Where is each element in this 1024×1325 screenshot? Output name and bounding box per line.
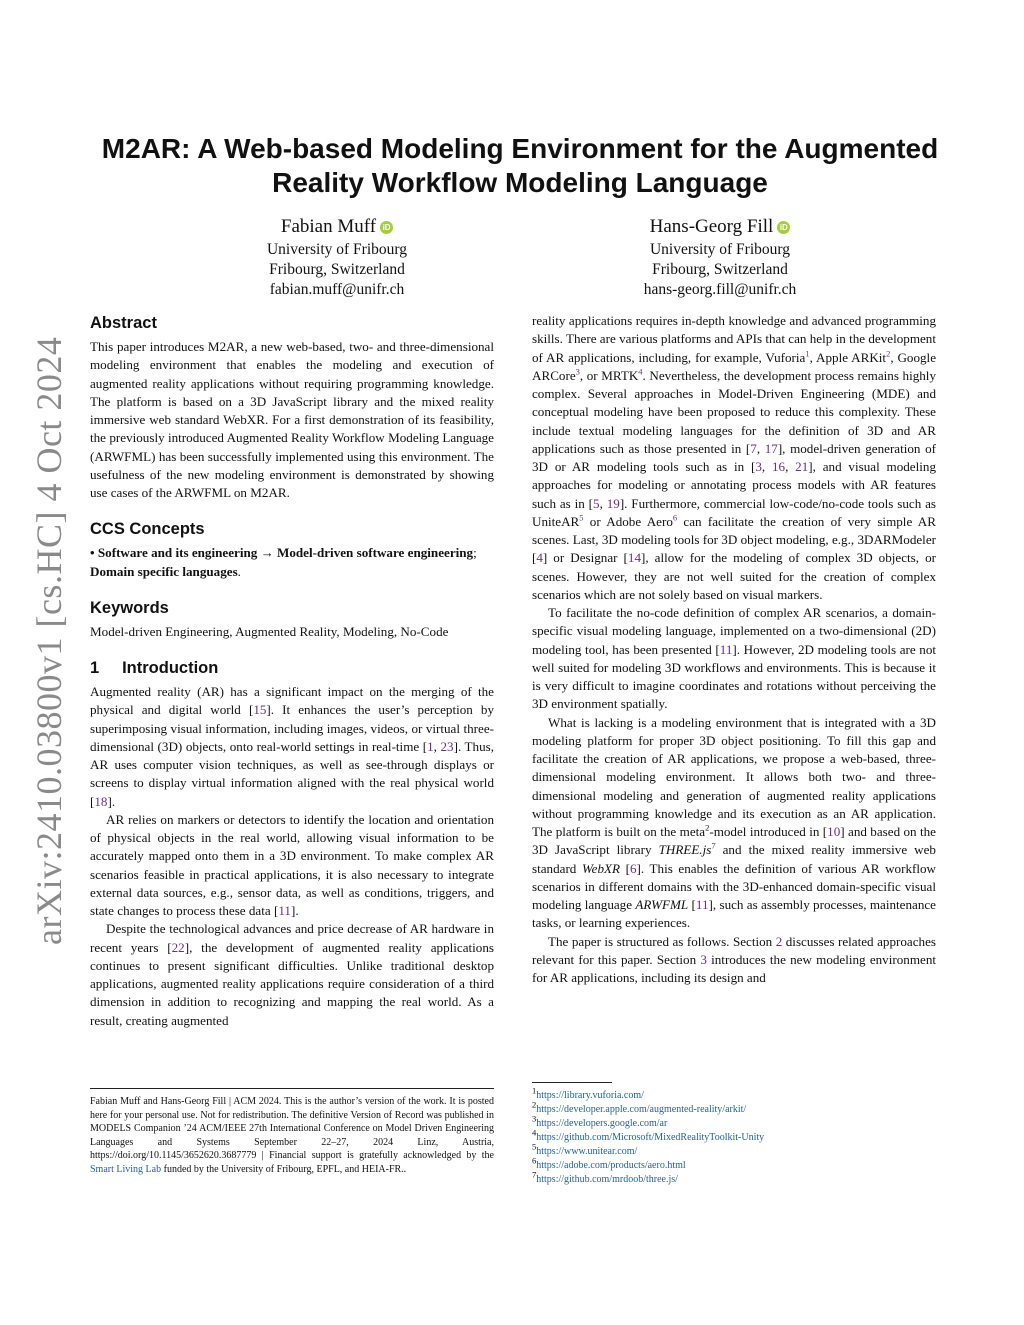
citation-link[interactable]: 3 (755, 459, 762, 474)
citation-link[interactable]: 18 (94, 793, 108, 809)
citation-link[interactable]: 23 (440, 738, 454, 754)
citation-link[interactable]: 11 (719, 641, 733, 657)
citation-link[interactable]: 10 (827, 824, 841, 839)
author-email: fabian.muff@unifr.ch (269, 281, 405, 298)
footnote-item: $^5$https://www.unitear.com/ (532, 1141, 638, 1157)
citation-link[interactable]: 22 (171, 939, 185, 955)
author-name: Fabian Muff (280, 216, 377, 237)
orcid-icon[interactable]: iD (777, 221, 790, 234)
intro-paragraph-2: AR relies on markers or detectors to identify the location and orientation of physical objects in the real world, allowing visual information to be accurately mapped onto them in a 3D environment. To make complex AR scenarios feasible in practical applications, it is also necessary to integrate external data sources, e.g., sensor data, as well as conditions, triggers, and state changes to process these data [11]. (90, 811, 494, 918)
citation-link[interactable]: 4 (536, 550, 543, 566)
arxiv-identifier: arXiv:2410.03800v1 [cs.HC] 4 Oct 2024 (29, 336, 69, 945)
footnote-url-link[interactable]: https://github.com/Microsoft/MixedRealityToolkit-Unity (536, 1132, 765, 1143)
footnote-marker[interactable]: 4 (638, 366, 643, 377)
footnote-marker[interactable]: 2 (886, 348, 891, 359)
author-location: Fribourg, Switzerland (269, 261, 405, 278)
abstract-text: This paper introduces M2AR, a new web-based, two- and three-dimensional modeling environment that enables the modeling and execution of augmented reality applications without requiring programming knowledge. The platform is based on a 3D JavaScript library and the mixed reality immersive web standard WebXR. For a first demonstration of its feasibility, the previously introduced Augmented Reality Workflow Modeling Language (ARWFML) has been successfully implemented using this environment. The usefulness of the new modeling environment is demonstrated by showing use cases of the ARWFML on M2AR. (90, 339, 494, 500)
keywords-text: Model-driven Engineering, Augmented Reality, Modeling, No-Code (90, 623, 449, 639)
citation-link[interactable]: 11 (695, 897, 709, 912)
introduction-heading: 1 Introduction (90, 659, 219, 677)
citation-link[interactable]: 16 (771, 459, 786, 474)
url-footnotes (532, 1082, 936, 1187)
orcid-icon[interactable]: iD (380, 221, 393, 234)
right-paragraph-1: reality applications requires in-depth knowledge and advanced programming skills. There are various platforms and APIs that can help in the development of AR applications, including, for example, Vuforia$^1$, Apple ARKit$^2$, Google ARCore$^3$, or MRTK$^4$. Nevertheless, the development process remains highly complex. Several approaches in Model-Driven Engineering (MDE) and conceptual modeling have been proposed to reduce this complexity. These include textual modeling languages for the definition of 3D and AR applications such as those presented in [7, 17], model-driven generation of 3D or AR modeling tools such as in [3, 16, 21], and visual modeling approaches for modeling or annotating process models with AR features such as in [5, 19]. Furthermore, commercial low-code/no-code tools such as UniteAR$^5$ or Adobe Aero$^6$ can facilitate the creation of very simple AR scenes. Last, 3D modeling tools for 3D object modeling, e.g., 3DARModeler [4] or Designar [14], allow for the modeling of complex 3D objects, or scenes. However, they are not well suited for the creation of complex scenarios which are not solely based on visual markers. (532, 313, 937, 602)
author-affiliation: University of Fribourg (649, 241, 791, 258)
ccs-heading: CCS Concepts (90, 520, 205, 539)
footnote-marker[interactable]: 5 (579, 512, 584, 523)
footnote-marker[interactable]: 3 (575, 366, 580, 377)
citation-link[interactable]: 1 (427, 738, 434, 754)
footnote-item: $^6$https://adobe.com/products/aero.html (532, 1155, 686, 1171)
footnote-marker[interactable]: 7 (711, 840, 716, 851)
right-paragraph-2: To facilitate the no-code definition of complex AR scenarios, a domain-specific visual modeling language, implemented on a two-dimensional (2D) modeling tool, has been presented [11]. However, 2D modeling tools are not well suited for modeling 3D workflows and environments. This is because it is very difficult to imagine coordinates and rotations without perceiving the 3D environment spatially. (532, 605, 937, 712)
intro-paragraph-3: Despite the technological advances and price decrease of AR hardware in recent years [22], the development of augmented reality applications continues to present significant difficulties. Unlike traditional desktop applications, augmented reality applications require consideration of a third dimension in addition to recognizing and mapping the real world. As a result, creating augmented (90, 921, 495, 1028)
footnote-marker[interactable]: 6 (672, 512, 678, 523)
footnote-item: $^2$https://developer.apple.com/augmented-reality/arkit/ (532, 1099, 747, 1115)
footnote-url-link[interactable]: https://github.com/mrdoob/three.js/ (536, 1174, 678, 1185)
intro-paragraph-1: Augmented reality (AR) has a significant impact on the merging of the physical and digital world [15]. It enhances the user’s perception by superimposing visual information, including images, videos, or virtual three-dimensional (3D) objects, onto real-world settings in real-time [1, 23]. Thus, AR uses computer vision techniques, as well as see-through displays or screens to display virtual information aligned with the real physical world [18]. (90, 684, 495, 809)
citation-link[interactable]: 14 (627, 550, 641, 566)
footnote-url-link[interactable]: https://www.unitear.com/ (536, 1146, 638, 1157)
author-affiliation: University of Fribourg (266, 241, 408, 258)
citation-link[interactable]: 11 (278, 903, 291, 918)
author-email: hans-georg.fill@unifr.ch (643, 281, 797, 298)
ccs-text: • Software and its engineering → Model-driven software engineering; Domain specific languages. (90, 545, 477, 579)
citation-link[interactable]: 17 (764, 440, 778, 456)
footnote-url-link[interactable]: https://developers.google.com/ar (536, 1118, 668, 1129)
superscript: 2 (705, 822, 710, 833)
citation-link[interactable]: 19 (606, 495, 620, 511)
footnote-url-link[interactable]: https://library.vuforia.com/ (536, 1090, 644, 1101)
author-block-2 (570, 214, 870, 300)
author-name: Hans-Georg Fill (649, 216, 774, 237)
footnote-item: $^3$https://developers.google.com/ar (532, 1113, 668, 1129)
title-line-2: Reality Workflow Modeling Language (272, 167, 768, 198)
citation-link[interactable]: 5 (593, 495, 600, 511)
citation-link[interactable]: 7 (750, 440, 757, 456)
footnote-item: $^7$https://github.com/mrdoob/three.js/ (532, 1169, 678, 1185)
author-block-1 (187, 214, 487, 300)
footnote-url-link[interactable]: https://adobe.com/products/aero.html (536, 1160, 686, 1171)
right-column (532, 312, 936, 987)
citation-link[interactable]: 15 (253, 702, 267, 718)
title-line-1: M2AR: A Web-based Modeling Environment for the Augmented (101, 133, 939, 164)
abstract-heading: Abstract (90, 314, 157, 332)
author-location: Fribourg, Switzerland (652, 261, 788, 278)
footnote-item: $^4$https://github.com/Microsoft/MixedRealityToolkit-Unity (532, 1127, 765, 1143)
footnote-marker[interactable]: 1 (805, 348, 810, 359)
paper-title (70, 132, 970, 200)
section-link[interactable]: 2 (775, 933, 783, 949)
citation-link[interactable]: 21 (795, 459, 809, 474)
keywords-heading: Keywords (90, 598, 169, 617)
footnote-item: $^1$https://library.vuforia.com/ (532, 1085, 644, 1101)
right-paragraph-4: The paper is structured as follows. Section 2 discusses related approaches relevant for this paper. Section 3 introduces the new modeling environment for AR applications, including its design and (532, 933, 936, 985)
footnote-rule (532, 1082, 612, 1083)
citation-link[interactable]: 6 (630, 860, 637, 876)
footnote-rule (90, 1088, 494, 1089)
section-link[interactable]: 3 (700, 951, 707, 967)
copyright-footnote: Fabian Muff and Hans-Georg Fill | ACM 2024. This is the author’s version of the work. It is posted here for your personal use. Not for redistribution. The definitive Version of Record was published in MODELS Companion ’24 ACM/IEEE 27th International Conference on Model Driven Engineering Languages and Systems September 22–27, 2024 Linz, Austria, https://doi.org/10.1145/3652620.3687779 | Financial support is gratefully acknowledged by the Smart Living Lab funded by the University of Fribourg, EPFL, and HEIA-FR.. (90, 1088, 494, 1177)
right-paragraph-3: What is lacking is a modeling environment that is integrated with a 3D modeling platform for proper 3D object positioning. To fill this gap and facilitate the creation of AR applications, we propose a web-based, three-dimensional modeling environment. It allows both two- and three-dimensional modeling and generation of augmented reality applications without programming knowledge and its execution as an AR application. The platform is built on the meta$^2$-model introduced in [10] and based on the 3D JavaScript library THREE.js$^7$ and the mixed reality immersive web standard WebXR [6]. This enables the definition of various AR workflow scenarios in different domains with the 3D-enhanced domain-specific visual modeling language ARWFML [11], such as assembly processes, maintenance tasks, or learning experiences. (532, 714, 936, 931)
footnote-url-link[interactable]: https://developer.apple.com/augmented-reality/arkit/ (536, 1104, 747, 1115)
left-column (90, 312, 494, 1030)
smart-living-lab-link[interactable]: Smart Living Lab (90, 1163, 162, 1175)
